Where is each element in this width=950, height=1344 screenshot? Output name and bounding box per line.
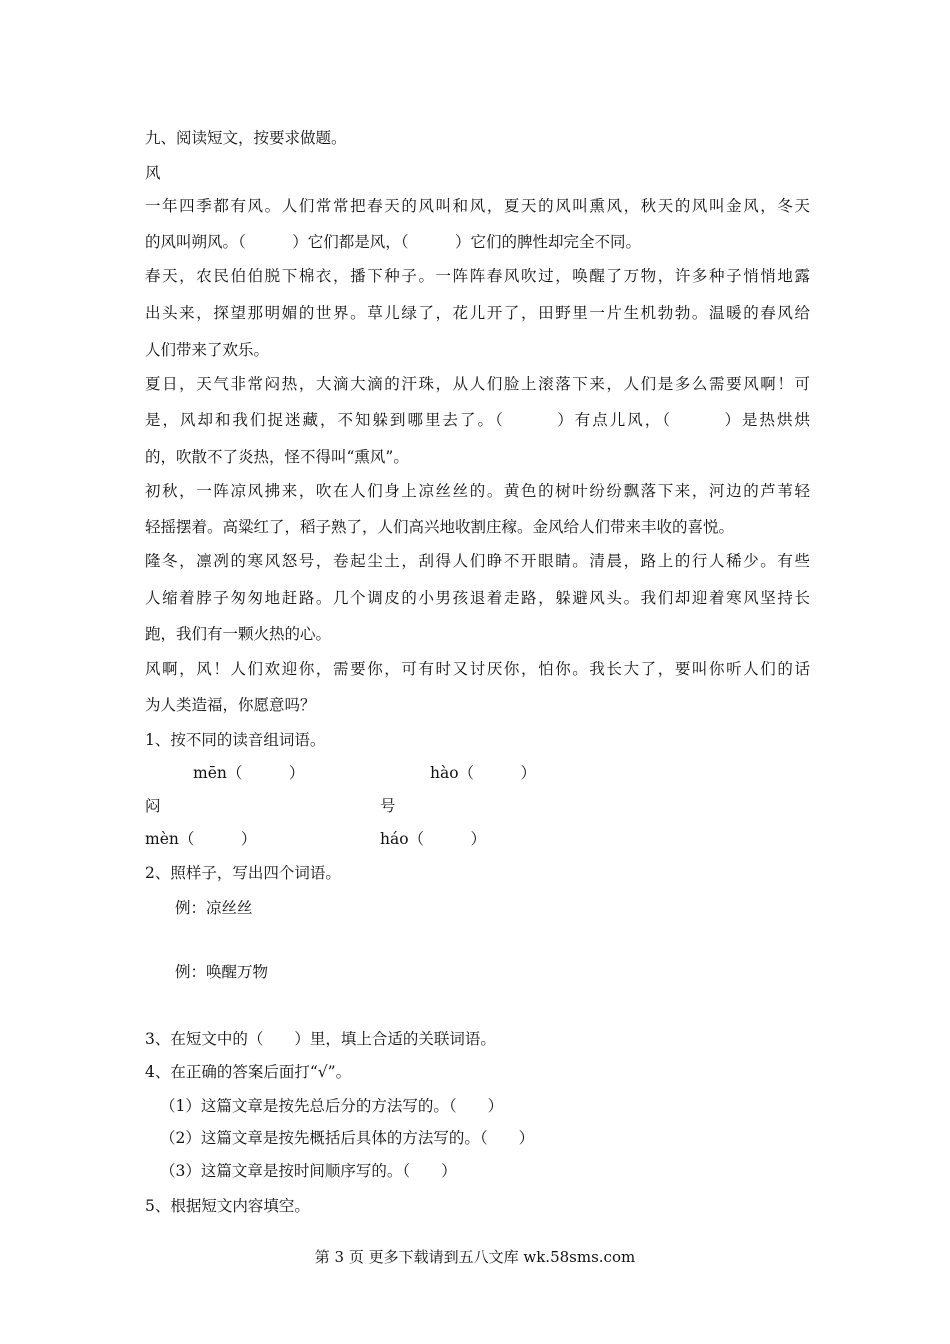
- question-4-title: 4、在正确的答案后面打“√”。: [145, 1063, 352, 1081]
- paragraph-3-line-2: 是，风却和我们捉迷藏，不知躲到哪里去了。（ ）有点儿风，（ ）是热烘烘: [145, 411, 810, 429]
- question-2-title: 2、照样子，写出四个词语。: [145, 864, 341, 882]
- paragraph-1-line-1: 一年四季都有风。人们常常把春天的风叫和风，夏天的风叫熏风，秋天的风叫金风，冬天: [145, 197, 810, 215]
- paragraph-2-line-3: 人们带来了欢乐。: [145, 341, 270, 359]
- paragraph-6-line-1: 风啊，风！人们欢迎你，需要你，可有时又讨厌你，怕你。我长大了，要叫你听人们的话: [145, 660, 810, 678]
- char1: 闷: [145, 797, 161, 815]
- passage-title: 风: [145, 164, 161, 182]
- paragraph-5-line-3: 跑，我们有一颗火热的心。: [145, 625, 332, 643]
- page-footer: 第 3 页 更多下载请到五八文库 wk.58sms.com: [314, 1248, 636, 1266]
- paragraph-6-line-2: 为人类造福，你愿意吗？: [145, 696, 316, 714]
- char2: 号: [380, 797, 396, 815]
- question-4-option-2: （2）这篇文章是按先概括后具体的方法写的。（ ）: [160, 1129, 535, 1147]
- question-2-example-2: 例：唤醒万物: [175, 963, 269, 981]
- paragraph-2-line-1: 春天，农民伯伯脱下棉衣，播下种子。一阵阵春风吹过，唤醒了万物，许多种子悄悄地露: [145, 267, 810, 285]
- paragraph-5-line-2: 人缩着脖子匆匆地赶路。几个调皮的小男孩退着走路，躲避风头。我们却迎着寒风坚持长: [145, 589, 810, 607]
- paragraph-4-line-2: 轻摇摆着。高粱红了，稻子熟了，人们高兴地收割庄稼。金风给人们带来丰收的喜悦。: [145, 518, 735, 536]
- char2-reading-1: hào（ ）: [430, 764, 537, 782]
- char1-reading-2: mèn（ ）: [145, 830, 257, 848]
- question-4-option-3: （3）这篇文章是按时间顺序写的。（ ）: [160, 1162, 457, 1180]
- paragraph-4-line-1: 初秋，一阵凉风拂来，吹在人们身上凉丝丝的。黄色的树叶纷纷飘落下来，河边的芦苇轻: [145, 482, 810, 500]
- paragraph-3-line-3: 的，吹散不了炎热，怪不得叫“熏风”。: [145, 448, 409, 466]
- question-3-title: 3、在短文中的（ ）里，填上合适的关联词语。: [145, 1030, 496, 1048]
- char2-reading-2: háo（ ）: [380, 830, 487, 848]
- question-2-example-1: 例：凉丝丝: [175, 899, 253, 917]
- question-1-title: 1、按不同的读音组词语。: [145, 731, 326, 749]
- question-4-option-1: （1）这篇文章是按先总后分的方法写的。（ ）: [160, 1097, 504, 1115]
- paragraph-2-line-2: 出头来，探望那明媚的世界。草儿绿了，花儿开了，田野里一片生机勃勃。温暖的春风给: [145, 304, 810, 322]
- char1-reading-1: mēn（ ）: [193, 764, 305, 782]
- paragraph-3-line-1: 夏日，天气非常闷热，大滴大滴的汗珠，从人们脸上滚落下来，人们是多么需要风啊！可: [145, 375, 810, 393]
- question-5-title: 5、根据短文内容填空。: [145, 1197, 310, 1215]
- section-title: 九、阅读短文，按要求做题。: [145, 129, 347, 147]
- paragraph-1-line-2: 的风叫朔风。（ ）它们都是风，（ ）它们的脾性却完全不同。: [145, 233, 642, 251]
- paragraph-5-line-1: 隆冬，凛冽的寒风怒号，卷起尘土，刮得人们睁不开眼睛。清晨，路上的行人稀少。有些: [145, 552, 810, 570]
